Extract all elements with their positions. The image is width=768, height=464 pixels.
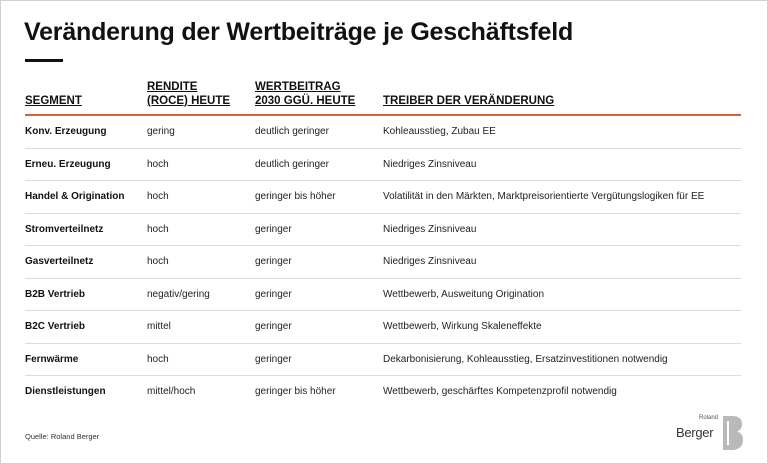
cell-treiber: Wettbewerb, Ausweitung Origination [383,278,741,311]
table-row [25,181,741,214]
table-row [25,376,741,408]
cell-rendite: hoch [147,148,255,181]
cell-rendite: gering [147,115,255,148]
cell-wertbeitrag: geringer [255,246,383,279]
cell-treiber: Niedriges Zinsniveau [383,213,741,246]
cell-wertbeitrag: geringer [255,311,383,344]
logo-text-small: Roland [698,415,718,421]
segment-table [25,80,741,408]
logo-b-mark-icon [722,415,744,451]
cell-rendite: hoch [147,181,255,214]
table-row [25,311,741,344]
cell-segment: B2B Vertrieb [25,278,147,311]
header-treiber: TREIBER DER VERÄNDERUNG [383,80,741,115]
cell-wertbeitrag: geringer [255,278,383,311]
cell-wertbeitrag: geringer [255,343,383,376]
logo-text-main: Berger [676,425,714,440]
table-row [25,278,741,311]
cell-rendite: mittel/hoch [147,386,196,398]
cell-treiber: Wettbewerb, Wirkung Skaleneffekte [383,311,741,344]
table-row [25,343,741,376]
title-underline [25,59,63,62]
cell-segment: B2C Vertrieb [25,311,147,344]
cell-segment: Dienstleistungen [25,386,106,398]
cell-segment: Konv. Erzeugung [25,115,147,148]
cell-rendite: hoch [147,246,255,279]
cell-wertbeitrag: geringer [255,213,383,246]
cell-treiber: Volatilität in den Märkten, Marktpreisorientierte Vergütungslogiken für EE [383,181,741,214]
cell-treiber: Niedriges Zinsniveau [383,148,741,181]
cell-treiber: Dekarbonisierung, Kohleausstieg, Ersatzinvestitionen notwendig [383,343,741,376]
cell-wertbeitrag: deutlich geringer [255,148,383,181]
table-row [25,115,741,148]
header-segment: SEGMENT [25,80,147,115]
cell-wertbeitrag: geringer bis höher [255,386,336,398]
cell-rendite: hoch [147,343,255,376]
cell-treiber: Niedriges Zinsniveau [383,246,741,279]
header-wertbeitrag: WERTBEITRAG 2030 GGÜ. HEUTE [255,80,383,115]
cell-segment: Erneu. Erzeugung [25,148,147,181]
cell-segment: Stromverteilnetz [25,213,147,246]
cell-segment: Handel & Origination [25,181,147,214]
cell-rendite: negativ/gering [147,278,255,311]
source-note: Quelle: Roland Berger [25,432,100,441]
header-rendite: RENDITE (ROCE) HEUTE [147,80,255,115]
table-header-row [25,80,741,115]
table-row [25,148,741,181]
cell-treiber: Wettbewerb, geschärftes Kompetenzprofil notwendig [383,386,617,398]
page-title: Veränderung der Wertbeiträge je Geschäftsfeld [24,18,574,46]
cell-segment: Gasverteilnetz [25,246,147,279]
cell-rendite: hoch [147,213,255,246]
table-row [25,213,741,246]
table-row [25,246,741,279]
cell-wertbeitrag: geringer bis höher [255,181,383,214]
roland-berger-logo [676,415,744,451]
cell-wertbeitrag: deutlich geringer [255,115,383,148]
cell-treiber: Kohleausstieg, Zubau EE [383,115,741,148]
cell-segment: Fernwärme [25,343,147,376]
cell-rendite: mittel [147,311,255,344]
